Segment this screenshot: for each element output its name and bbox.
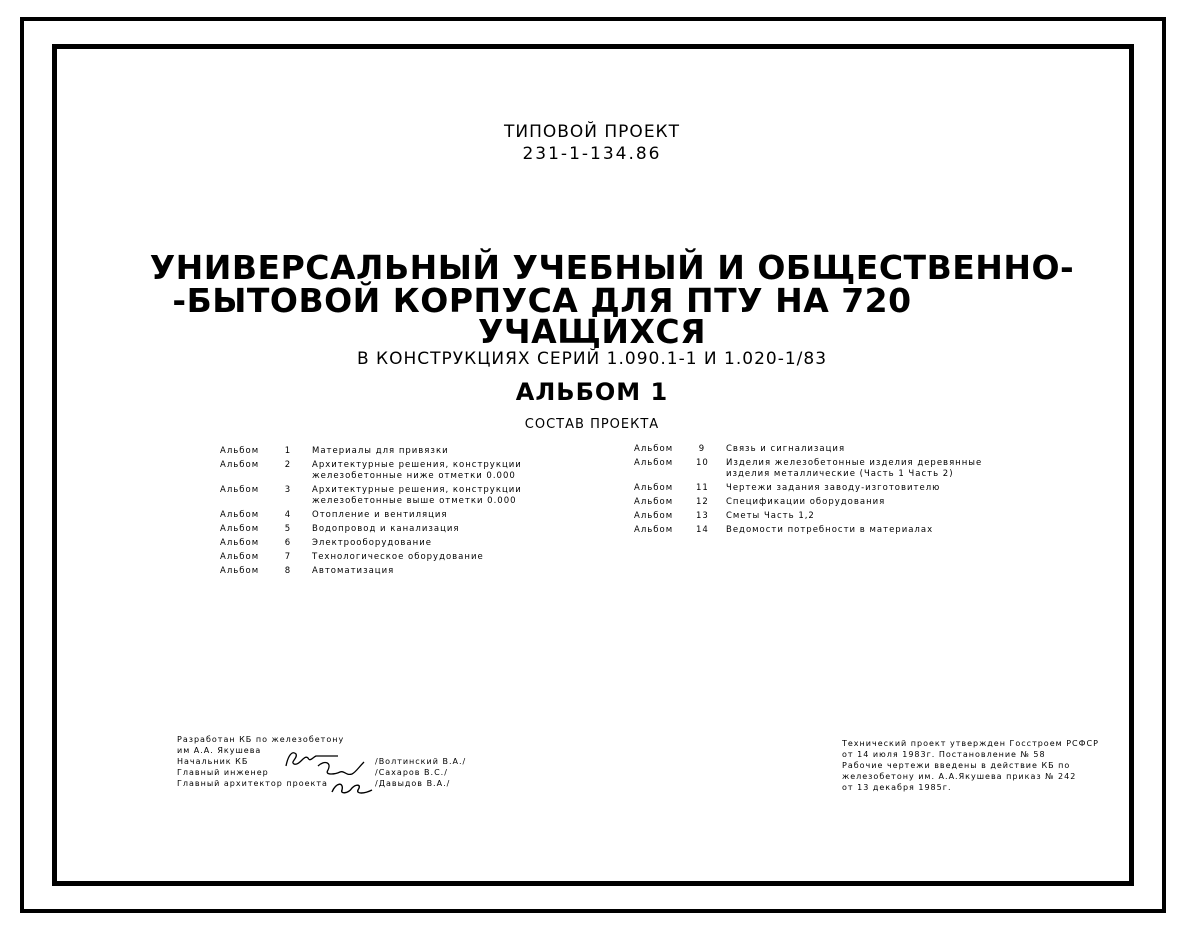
title-line-2: -БЫТОВОЙ КОРПУСА ДЛЯ ПТУ НА 720 — [172, 281, 912, 320]
album-word: Альбом — [634, 525, 674, 535]
album-description: железобетонные ниже отметки 0.000 — [312, 471, 516, 481]
album-word: Альбом — [634, 444, 674, 454]
album-description: Архитектурные решения, конструкции — [312, 460, 522, 470]
album-description: Отопление и вентиляция — [312, 510, 448, 520]
album-list-item — [634, 483, 994, 494]
album-list-item — [220, 496, 550, 507]
album-word: Альбом — [220, 524, 260, 534]
album-number: 9 — [698, 444, 706, 454]
album-number: 12 — [696, 497, 709, 507]
album-word: Альбом — [220, 460, 260, 470]
album-number: 11 — [696, 483, 709, 493]
album-description: Технологическое оборудование — [312, 552, 484, 562]
signature-chief-architect — [328, 778, 378, 798]
album-number: 10 — [696, 458, 709, 468]
album-list-item — [220, 485, 550, 496]
album-number: 7 — [284, 552, 292, 562]
album-list-item — [220, 524, 550, 535]
person-name: /Сахаров В.С./ — [375, 768, 448, 777]
album-list-item — [634, 458, 994, 469]
album-description: Материалы для привязки — [312, 446, 449, 456]
album-word: Альбом — [220, 446, 260, 456]
approval-line: от 13 декабря 1985г. — [842, 783, 952, 792]
album-description: Электрооборудование — [312, 538, 432, 548]
album-list-item — [220, 471, 550, 482]
album-number: 2 — [284, 460, 292, 470]
album-number: 1 — [284, 446, 292, 456]
person-name: /Давыдов В.А./ — [375, 779, 451, 788]
album-word: Альбом — [220, 552, 260, 562]
album-description: Чертежи задания заводу-изготовителю — [726, 483, 941, 493]
developer-line-1: Разработан КБ по железобетону — [177, 735, 345, 744]
album-description: Изделия железобетонные изделия деревянные — [726, 458, 983, 468]
album-description: железобетонные выше отметки 0.000 — [312, 496, 517, 506]
album-list-right — [634, 444, 994, 539]
album-list-item — [634, 497, 994, 508]
album-word: Альбом — [634, 497, 674, 507]
subtitle: В КОНСТРУКЦИЯХ СЕРИЙ 1.090.1-1 И 1.020-1/83 — [356, 349, 828, 369]
title-line-1: УНИВЕРСАЛЬНЫЙ УЧЕБНЫЙ И ОБЩЕСТВЕННО- — [149, 248, 1075, 287]
album-word: Альбом — [634, 458, 674, 468]
approval-line: Рабочие чертежи введены в действие КБ по — [842, 761, 1071, 770]
role-label: Главный архитектор проекта — [177, 779, 328, 788]
album-list-item — [634, 444, 994, 455]
album-word: Альбом — [220, 538, 260, 548]
approval-block — [842, 738, 1099, 793]
album-description: Сметы Часть 1,2 — [726, 511, 815, 521]
album-number: 13 — [696, 511, 709, 521]
role-label: Главный инженер — [177, 768, 269, 777]
role-label: Начальник КБ — [177, 757, 249, 766]
album-number: 5 — [284, 524, 292, 534]
album-list-item — [220, 566, 550, 577]
composition-heading: СОСТАВ ПРОЕКТА — [524, 417, 660, 432]
album-description: Автоматизация — [312, 566, 395, 576]
approval-line: железобетону им. А.А.Якушева приказ № 242 — [842, 772, 1077, 781]
approval-line: Технический проект утвержден Госстроем РСФСР — [842, 739, 1099, 748]
album-number: 14 — [696, 525, 709, 535]
project-number: 231-1-134.86 — [522, 144, 662, 164]
album-number: 8 — [284, 566, 292, 576]
album-word: Альбом — [634, 511, 674, 521]
album-list-item — [220, 510, 550, 521]
album-list-item — [220, 538, 550, 549]
person-name: /Волтинский В.А./ — [375, 757, 467, 766]
album-number: 3 — [284, 485, 292, 495]
album-list-item — [634, 469, 994, 480]
album-description: Водопровод и канализация — [312, 524, 460, 534]
album-list-left — [220, 446, 550, 580]
developer-line-2: им А.А. Якушева — [177, 746, 262, 755]
album-heading: АЛЬБОМ 1 — [515, 378, 669, 406]
album-word: Альбом — [220, 485, 260, 495]
title-line-3: УЧАЩИХСЯ — [477, 312, 707, 351]
album-list-item — [634, 511, 994, 522]
album-description: Связь и сигнализация — [726, 444, 846, 454]
approval-line: от 14 июля 1983г. Постановление № 58 — [842, 750, 1046, 759]
album-list-item — [634, 525, 994, 536]
album-number: 4 — [284, 510, 292, 520]
album-word: Альбом — [220, 510, 260, 520]
album-word: Альбом — [220, 566, 260, 576]
album-description: Архитектурные решения, конструкции — [312, 485, 522, 495]
album-description: Спецификации оборудования — [726, 497, 886, 507]
album-description: изделия металлические (Часть 1 Часть 2) — [726, 469, 954, 479]
album-list-item — [220, 460, 550, 471]
album-list-item — [220, 446, 550, 457]
album-list-item — [220, 552, 550, 563]
album-word: Альбом — [634, 483, 674, 493]
album-description: Ведомости потребности в материалах — [726, 525, 934, 535]
project-type: ТИПОВОЙ ПРОЕКТ — [503, 122, 681, 142]
album-number: 6 — [284, 538, 292, 548]
